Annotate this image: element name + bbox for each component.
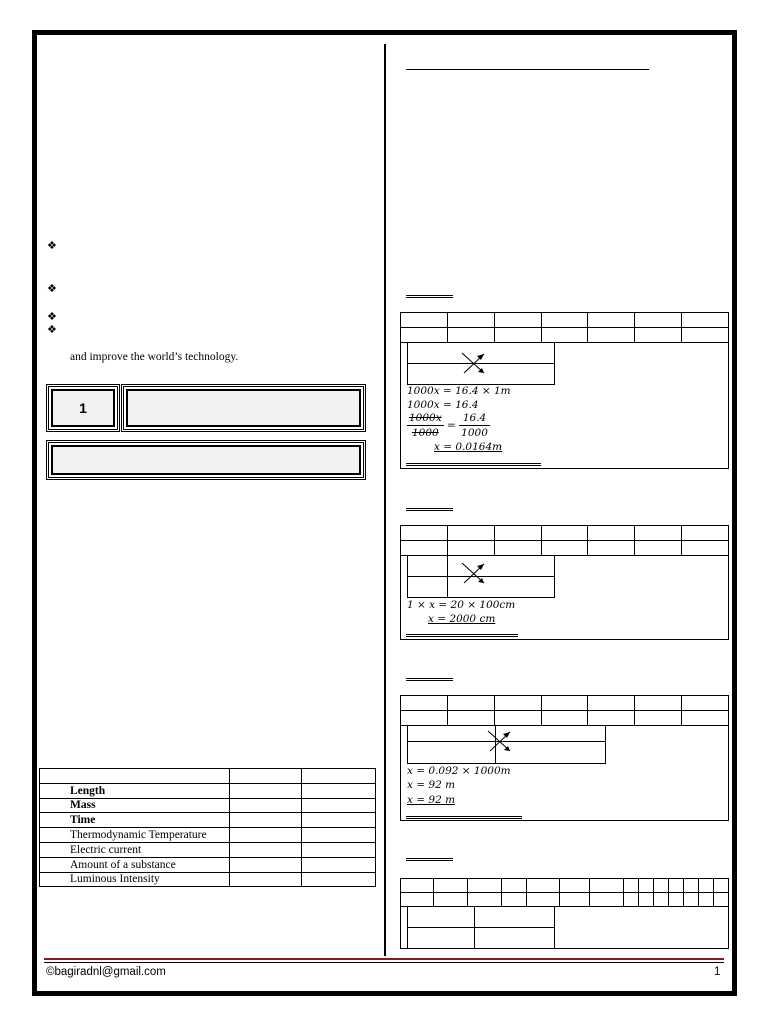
bullet-icon: ❖ [47, 311, 57, 323]
math-line: x = 0.092 × 1000m [407, 765, 511, 777]
footer-email: ©bagiradnl@gmail.com [46, 966, 166, 978]
ratio-table [407, 906, 555, 949]
table-row [40, 813, 376, 828]
heading-underline [406, 69, 649, 70]
table-cell: Time [40, 813, 230, 828]
cross-multiply-icon [458, 561, 490, 587]
math-line: 1000x = 16.4 × 1m [407, 385, 511, 397]
table-row [40, 857, 376, 872]
math-line: 1 × x = 20 × 100cm [407, 599, 516, 611]
fraction-numerator: 16.4 [459, 411, 490, 426]
footer-rule [44, 962, 724, 963]
table-cell: Thermodynamic Temperature [40, 828, 230, 843]
table-row [40, 769, 376, 784]
bullet-icon: ❖ [47, 324, 57, 336]
conversion-grid [400, 695, 729, 726]
table-cell: Length [40, 783, 230, 798]
table-cell: Electric current [40, 842, 230, 857]
chapter-number-box [46, 384, 120, 432]
table-cell [40, 769, 230, 784]
table-row [40, 783, 376, 798]
answer-double-underline [406, 634, 518, 637]
chapter-title-box [121, 384, 366, 432]
table-row [40, 872, 376, 887]
table-cell: Amount of a substance [40, 857, 230, 872]
answer-double-underline [406, 463, 541, 466]
cross-multiply-icon [458, 351, 490, 377]
footer-rule [44, 958, 724, 960]
answer: x = 0.0164m [434, 441, 503, 453]
bullet-icon: ❖ [47, 240, 57, 252]
fraction-denominator: 1000 [461, 427, 488, 439]
si-units-table [39, 768, 376, 887]
fraction-denominator: 1000 [411, 427, 439, 439]
table-row [40, 828, 376, 843]
table-cell: Luminous Intensity [40, 872, 230, 887]
column-divider [384, 44, 386, 956]
fraction-numerator: 1000x [409, 412, 442, 424]
page-number: 1 [714, 966, 721, 978]
conversion-grid [400, 878, 729, 907]
fraction-equation [407, 411, 490, 440]
math-line: x = 92 m [407, 779, 456, 791]
example-heading-underline [406, 295, 453, 298]
math-line: 1000x = 16.4 [407, 399, 479, 411]
answer-double-underline [406, 816, 522, 819]
example-heading-underline [406, 858, 453, 861]
body-text: and improve the world’s technology. [70, 351, 239, 363]
bullet-icon: ❖ [47, 283, 57, 295]
cross-multiply-icon [484, 729, 516, 755]
answer: x = 92 m [407, 794, 456, 806]
conversion-grid [400, 525, 729, 556]
example-heading-underline [406, 678, 453, 681]
chapter-number: 1 [51, 389, 115, 427]
answer: x = 2000 cm [428, 613, 496, 625]
table-cell: Mass [40, 798, 230, 813]
equals-sign: = [447, 419, 456, 432]
table-row [40, 798, 376, 813]
table-row [40, 842, 376, 857]
section-title-box [46, 440, 366, 480]
conversion-grid [400, 312, 729, 343]
example-heading-underline [406, 508, 453, 511]
